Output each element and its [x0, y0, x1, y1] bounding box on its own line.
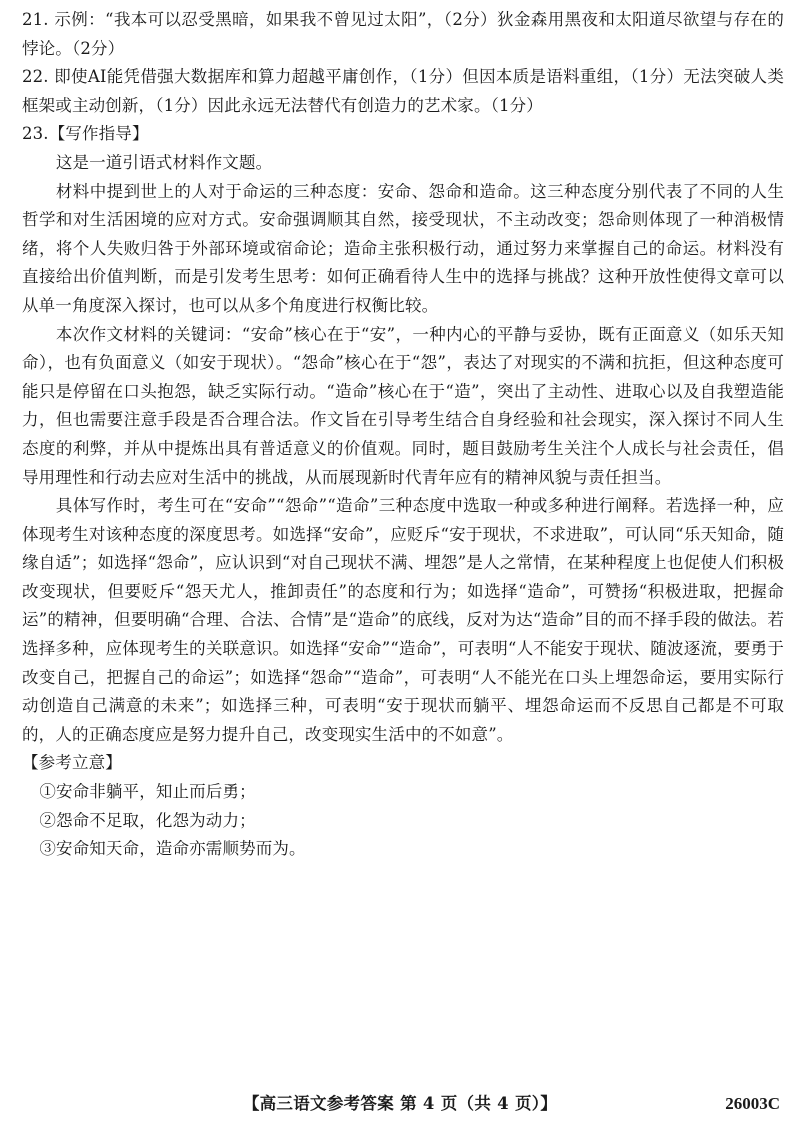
page-content — [22, 6, 784, 864]
reference-idea-2: ②怨命不足取，化怨为动力； — [39, 810, 256, 830]
answer-21: 21. 示例：“我本可以忍受黑暗，如果我不曾见过太阳”，（2分）狄金森用黑夜和太阳道尽欲望与存在的悖论。（2分） — [22, 10, 784, 58]
footer-title: 【高三语文参考答案 第 4 页（共 4 页）】 — [242, 1094, 558, 1113]
answer-22: 22. 即使AI能凭借强大数据库和算力超越平庸创作，（1分）但因本质是语料重组，（1分）无法突破人类框架或主动创新，（1分）因此永远无法替代有创造力的艺术家。（1分） — [22, 67, 784, 115]
guide-paragraph-4: 具体写作时，考生可在“安命”“怨命”“造命”三种态度中选取一种或多种进行阐释。若选择一种，应体现考生对该种态度的深度思考。如选择“安命”，应贬斥“安于现状，不求进取”，可认同“乐天知命，随缘自适”；如选择“怨命”，应认识到“对自己现状不满、埋怨”是人之常情，在某种程度上也促使人们积极改变现状，但要贬斥“怨天尤人，推卸责任”的态度和行为；如选择“造命”，可赞扬“积极进取，把握命运”的精神，但要明确“合理、合法、合情”是“造命”的底线，反对为达“造命”目的而不择手段的做法。若选择多种，应体现考生的关联意识。如选择“安命”“造命”，可表明“人不能安于现状、随波逐流，要勇于改变自己，把握自己的命运”；如选择“怨命”“造命”，可表明“人不能光在口头上埋怨命运，要用实际行动创造自己满意的未来”；如选择三种，可表明“安于现状而躺平、埋怨命运而不反思自己都是不可取的，人的正确态度应是努力提升自己，改变现实生活中的不如意”。 — [22, 496, 784, 744]
guide-paragraph-1: 这是一道引语式材料作文题。 — [55, 152, 273, 172]
reference-idea-3: ③安命知天命，造命亦需顺势而为。 — [39, 839, 306, 859]
guide-paragraph-2: 材料中提到世上的人对于命运的三种态度：安命、怨命和造命。这三种态度分别代表了不同的人生哲学和对生活困境的应对方式。安命强调顺其自然，接受现状，不主动改变；怨命则体现了一种消极情绪，将个人失败归咎于外部环境或宿命论；造命主张积极行动，通过努力来掌握自己的命运。材料没有直接给出价值判断，而是引发考生思考：如何正确看待人生中的选择与挑战？这种开放性使得文章可以从单一角度深入探讨，也可以从多个角度进行权衡比较。 — [22, 181, 784, 315]
page-footer — [0, 1090, 800, 1118]
paper-code: 26003C — [725, 1094, 780, 1113]
answer-23-heading: 23.【写作指导】 — [22, 124, 149, 144]
reference-idea-1: ①安命非躺平，知止而后勇； — [39, 782, 256, 802]
guide-paragraph-3: 本次作文材料的关键词：“安命”核心在于“安”，一种内心的平静与妥协，既有正面意义（如乐天知命），也有负面意义（如安于现状）。“怨命”核心在于“怨”，表达了对现实的不满和抗拒，但这种态度可能只是停留在口头抱怨，缺乏实际行动。“造命”核心在于“造”，突出了主动性、进取心以及自我塑造能力，但也需要注意手段是否合理合法。作文旨在引导考生结合自身经验和社会现实，深入探讨不同人生态度的利弊，并从中提炼出具有普适意义的价值观。同时，题目鼓励考生关注个人成长与社会责任，倡导用理性和行动去应对生活中的挑战，从而展现新时代青年应有的精神风貌与责任担当。 — [22, 324, 784, 487]
reference-heading: 【参考立意】 — [22, 753, 122, 773]
